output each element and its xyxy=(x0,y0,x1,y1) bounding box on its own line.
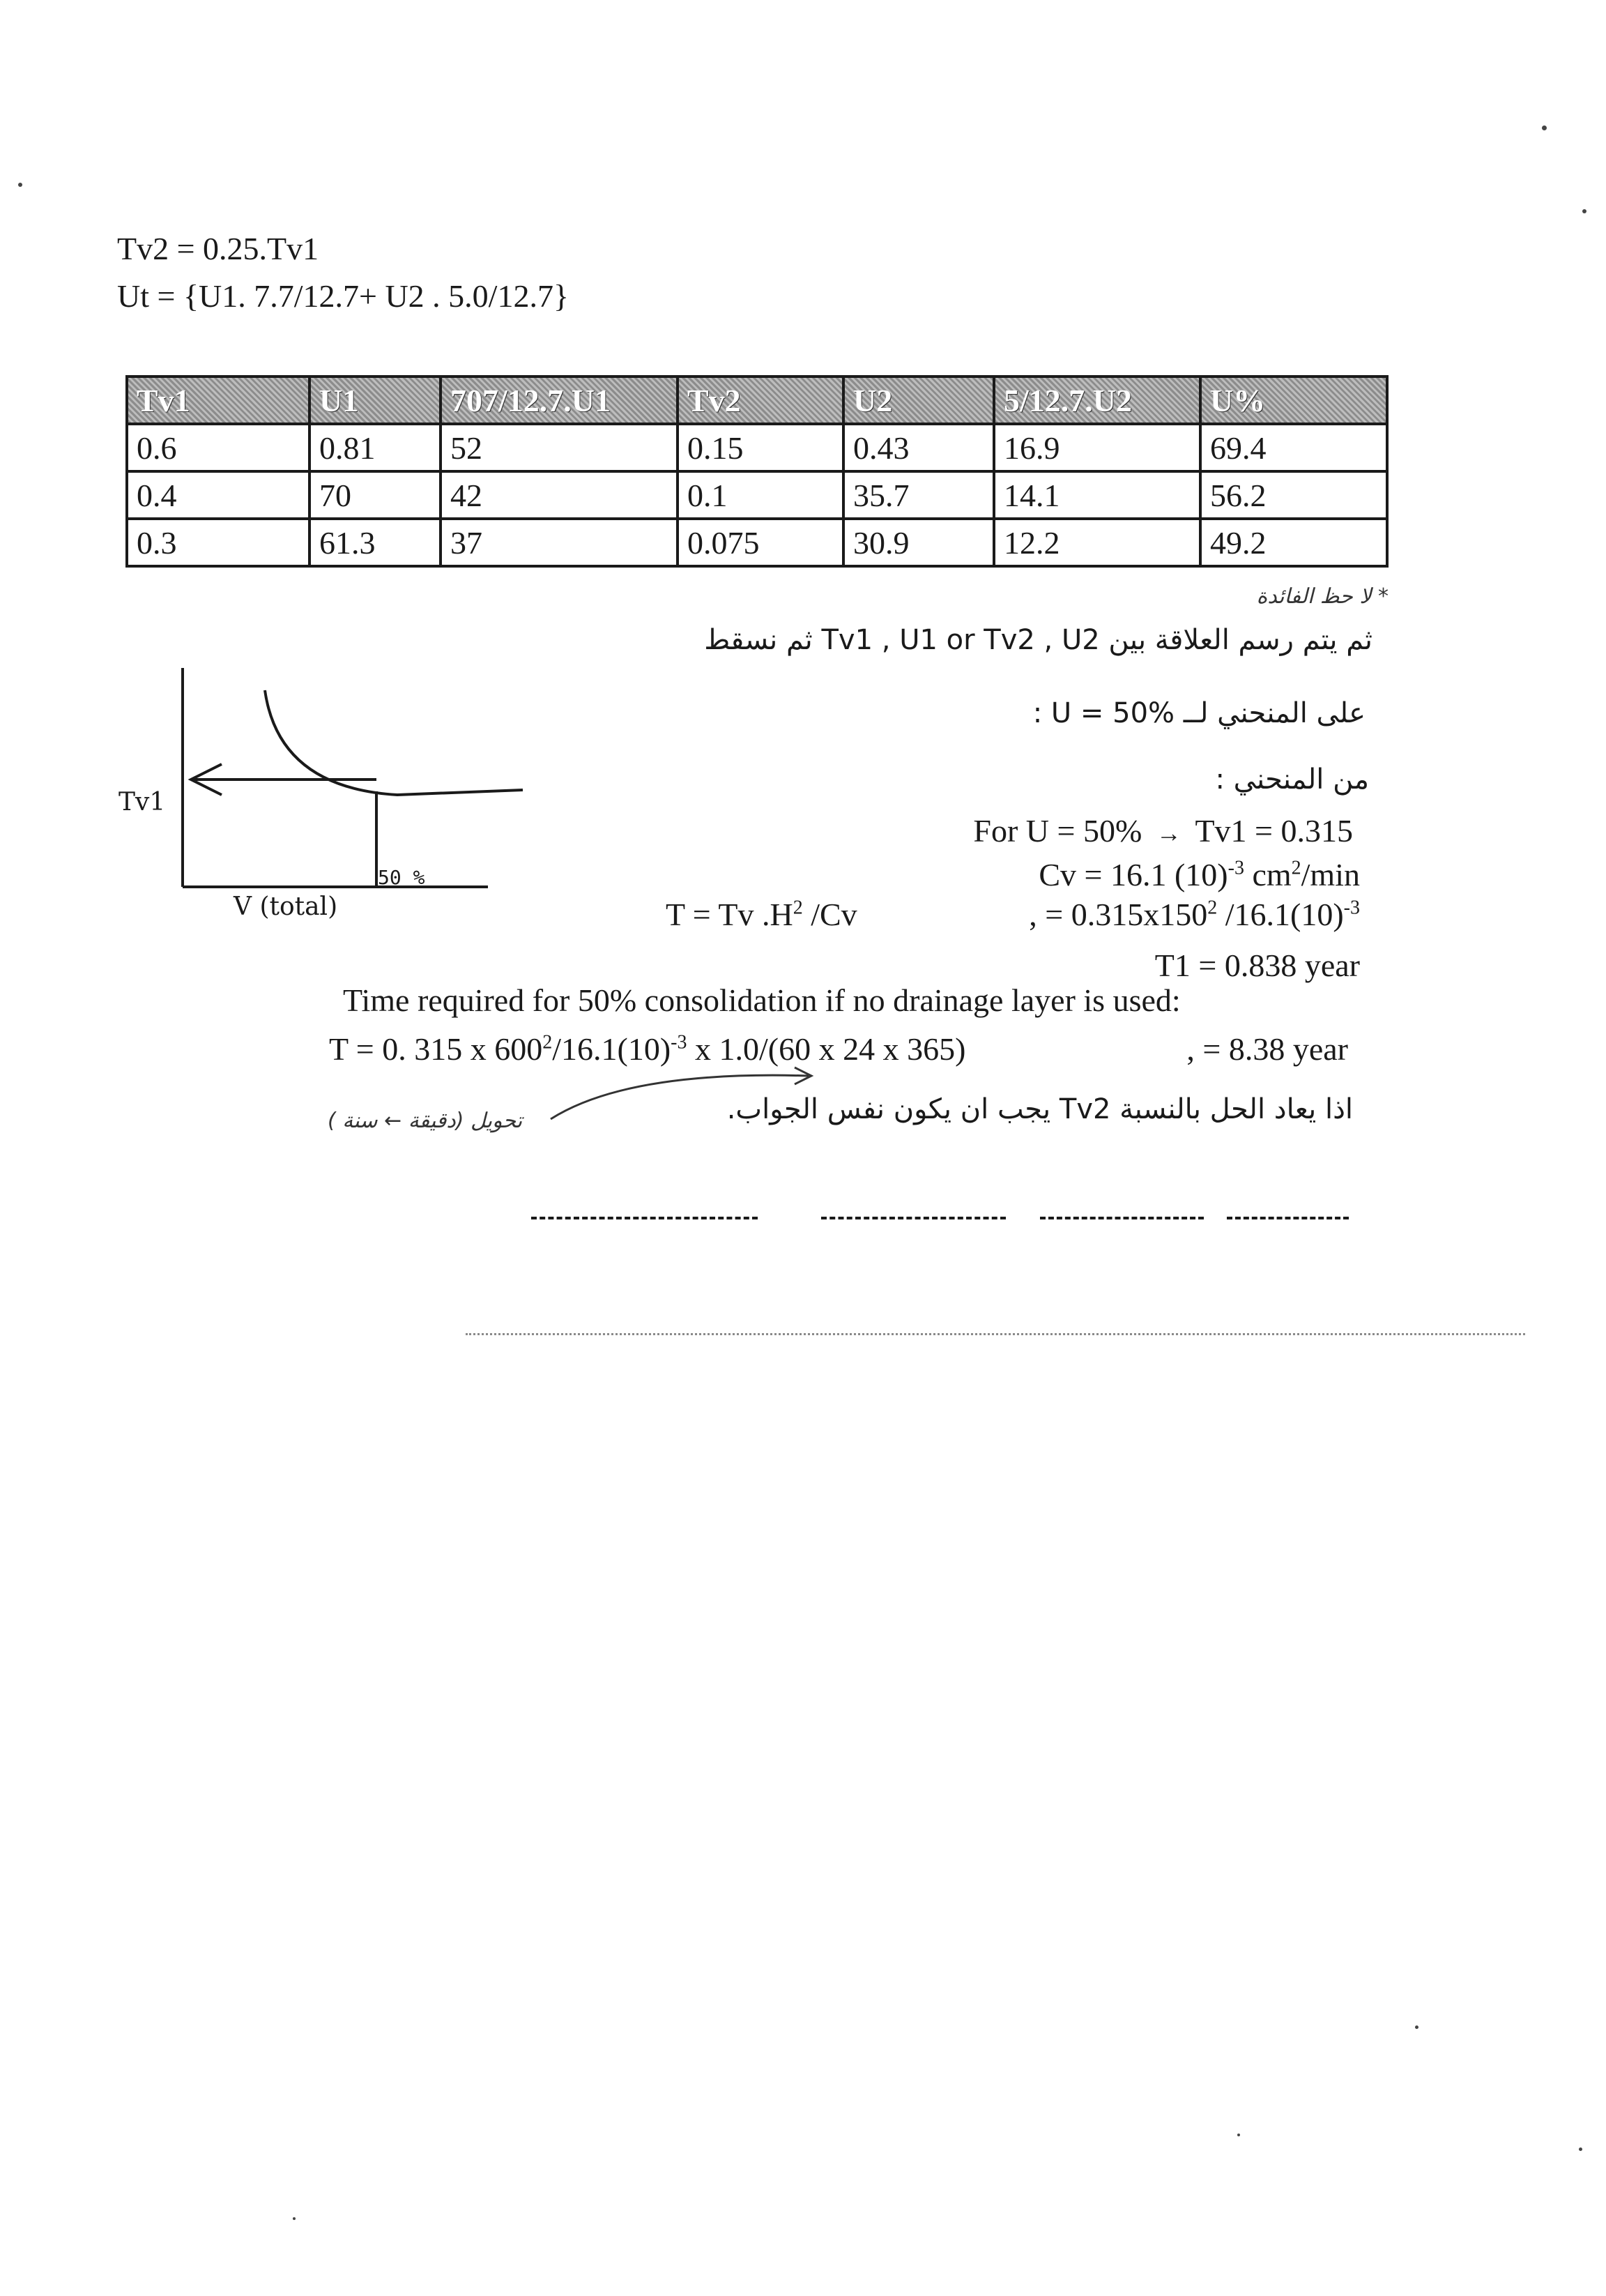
relation-line: ثم يتم رسم العلاقة بين Tv1 , U1 or Tv2 , U2 ثم نسقط xyxy=(704,624,1372,656)
table-header-cell: Tv1 xyxy=(127,377,309,424)
table-cell: 0.075 xyxy=(678,519,843,566)
t2-formula xyxy=(329,1031,965,1068)
scan-speck xyxy=(1582,209,1586,213)
t-value xyxy=(1029,896,1360,934)
t-value-b: /16.1(10) xyxy=(1217,897,1344,932)
t-formula xyxy=(666,896,857,934)
for-u-prefix: For U = 50% xyxy=(973,813,1142,849)
for-u-line xyxy=(973,812,1353,852)
table-cell: 12.2 xyxy=(994,519,1200,566)
divider-dash xyxy=(821,1217,1006,1219)
table-cell: 37 xyxy=(441,519,678,566)
table-row xyxy=(127,424,1387,471)
table-header-cell: 5/12.7.U2 xyxy=(994,377,1200,424)
scan-speck xyxy=(1579,2147,1582,2151)
table-header-cell: 707/12.7.U1 xyxy=(441,377,678,424)
table-cell: 16.9 xyxy=(994,424,1200,471)
t-value-a: , = 0.315x150 xyxy=(1029,897,1208,932)
scan-dotted-line xyxy=(466,1333,1525,1335)
t-formula-exponent: 2 xyxy=(793,897,803,919)
table-cell: 0.6 xyxy=(127,424,309,471)
for-u-result: Tv1 = 0.315 xyxy=(1195,813,1353,849)
table-row xyxy=(127,471,1387,519)
t2-formula-a: T = 0. 315 x 600 xyxy=(329,1031,543,1067)
divider-dash xyxy=(1040,1217,1204,1219)
cv-line xyxy=(1039,856,1360,894)
table-cell: 49.2 xyxy=(1200,519,1387,566)
cv-unit: cm xyxy=(1244,857,1292,892)
table-header-cell: Tv2 xyxy=(678,377,843,424)
table-cell: 0.81 xyxy=(309,424,441,471)
table-cell: 52 xyxy=(441,424,678,471)
scan-speck xyxy=(293,2217,296,2220)
table-header-row xyxy=(127,377,1387,424)
table-row xyxy=(127,519,1387,566)
t-value-exponent: 2 xyxy=(1207,897,1218,919)
scan-speck xyxy=(1542,126,1547,130)
table-cell: 30.9 xyxy=(843,519,994,566)
table-cell: 70 xyxy=(309,471,441,519)
cv-exponent: -3 xyxy=(1228,857,1244,879)
cv-unit-exponent: 2 xyxy=(1291,857,1301,879)
table-cell: 35.7 xyxy=(843,471,994,519)
t2-result: , = 8.38 year xyxy=(1186,1031,1348,1067)
table-cell: 69.4 xyxy=(1200,424,1387,471)
time-required-line: Time required for 50% consolidation if no drainage layer is used: xyxy=(343,982,1181,1018)
cv-prefix: Cv = 16.1 (10) xyxy=(1039,857,1228,892)
conversion-note: تحويل (دقيقة ← سنة ) xyxy=(328,1109,523,1133)
table-cell: 0.15 xyxy=(678,424,843,471)
divider-dash xyxy=(1227,1217,1349,1219)
scan-speck xyxy=(1237,2134,1240,2136)
t-value-exponent-2: -3 xyxy=(1343,897,1360,919)
sketch-y-label: Tv1 xyxy=(118,788,166,816)
from-curve-line: من المنحني : xyxy=(1215,763,1369,796)
equation-ut: Ut = {U1. 7.7/12.7+ U2 . 5.0/12.7} xyxy=(117,278,569,314)
arrow-right-icon: → xyxy=(1149,819,1188,847)
t2-formula-b: /16.1(10) xyxy=(552,1031,671,1067)
table-header-cell: U% xyxy=(1200,377,1387,424)
curve-line: على المنحني لــ U = 50% : xyxy=(1032,697,1366,729)
table-cell: 14.1 xyxy=(994,471,1200,519)
table-cell: 56.2 xyxy=(1200,471,1387,519)
divider-dash xyxy=(531,1217,758,1219)
sketch-marker-label: 50 % xyxy=(378,866,425,889)
t-formula-b: /Cv xyxy=(802,897,857,932)
table-cell: 0.3 xyxy=(127,519,309,566)
t2-exponent-2: -3 xyxy=(671,1031,687,1054)
table-cell: 61.3 xyxy=(309,519,441,566)
cv-unit-suffix: /min xyxy=(1301,857,1360,892)
t-formula-a: T = Tv .H xyxy=(666,897,793,932)
table-header-cell: U1 xyxy=(309,377,441,424)
t2-formula-c: x 1.0/(60 x 24 x 365) xyxy=(687,1031,966,1067)
scan-speck xyxy=(18,183,22,187)
consolidation-table xyxy=(125,375,1389,568)
table-cell: 0.4 xyxy=(127,471,309,519)
table-cell: 42 xyxy=(441,471,678,519)
equation-tv2: Tv2 = 0.25.Tv1 xyxy=(117,231,319,266)
table-cell: 0.1 xyxy=(678,471,843,519)
sketch-x-label: V (total) xyxy=(234,892,338,921)
t1-result: T1 = 0.838 year xyxy=(1154,948,1360,983)
same-answer-line: اذا يعاد الحل بالنسبة Tv2 يجب ان يكون نفس الجواب. xyxy=(726,1093,1353,1125)
handwritten-note: * لا حظ الفائدة xyxy=(1256,584,1389,609)
t2-exponent: 2 xyxy=(542,1031,553,1054)
scan-speck xyxy=(1415,2025,1418,2029)
table-header-cell: U2 xyxy=(843,377,994,424)
table-cell: 0.43 xyxy=(843,424,994,471)
